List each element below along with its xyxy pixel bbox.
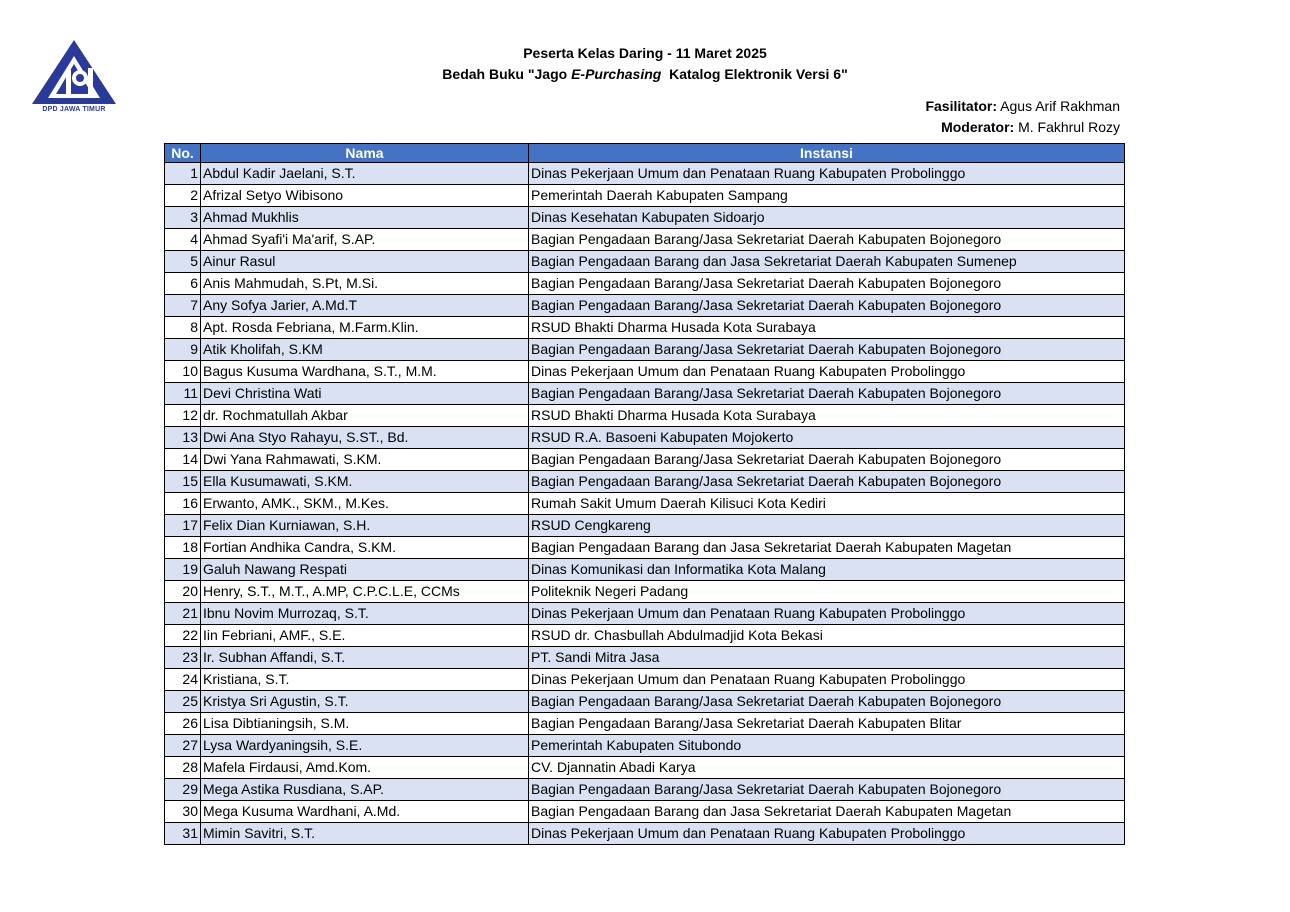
cell-nama: Fortian Andhika Candra, S.KM. (201, 537, 529, 559)
title-line-2-italic: E-Purchasing (571, 66, 662, 82)
cell-instansi: Dinas Kesehatan Kabupaten Sidoarjo (529, 207, 1125, 229)
cell-no: 5 (165, 251, 201, 273)
cell-nama: Kristiana, S.T. (201, 669, 529, 691)
cell-no: 12 (165, 405, 201, 427)
cell-nama: Ibnu Novim Murrozaq, S.T. (201, 603, 529, 625)
cell-nama: Kristya Sri Agustin, S.T. (201, 691, 529, 713)
cell-no: 27 (165, 735, 201, 757)
cell-nama: Mafela Firdausi, Amd.Kom. (201, 757, 529, 779)
cell-nama: Galuh Nawang Respati (201, 559, 529, 581)
cell-no: 15 (165, 471, 201, 493)
cell-no: 9 (165, 339, 201, 361)
table-row (165, 427, 1125, 449)
cell-nama: Bagus Kusuma Wardhana, S.T., M.M. (201, 361, 529, 383)
cell-instansi: Bagian Pengadaan Barang/Jasa Sekretariat Daerah Kabupaten Bojonegoro (529, 273, 1125, 295)
cell-instansi: PT. Sandi Mitra Jasa (529, 647, 1125, 669)
cell-instansi: Dinas Pekerjaan Umum dan Penataan Ruang Kabupaten Probolinggo (529, 823, 1125, 845)
cell-no: 13 (165, 427, 201, 449)
cell-instansi: Dinas Pekerjaan Umum dan Penataan Ruang Kabupaten Probolinggo (529, 163, 1125, 185)
table-row (165, 229, 1125, 251)
table-row (165, 185, 1125, 207)
cell-no: 14 (165, 449, 201, 471)
cell-no: 2 (165, 185, 201, 207)
cell-no: 30 (165, 801, 201, 823)
table-row (165, 471, 1125, 493)
table-row (165, 383, 1125, 405)
table-row (165, 405, 1125, 427)
cell-instansi: Politeknik Negeri Padang (529, 581, 1125, 603)
cell-no: 7 (165, 295, 201, 317)
facilitator-name: Agus Arif Rakhman (997, 98, 1120, 114)
cell-nama: Lisa Dibtianingsih, S.M. (201, 713, 529, 735)
table-row (165, 493, 1125, 515)
cell-nama: Mega Astika Rusdiana, S.AP. (201, 779, 529, 801)
cell-nama: dr. Rochmatullah Akbar (201, 405, 529, 427)
cell-instansi: Bagian Pengadaan Barang/Jasa Sekretariat Daerah Kabupaten Bojonegoro (529, 449, 1125, 471)
table-row (165, 273, 1125, 295)
participants-table (164, 143, 1125, 845)
cell-instansi: Bagian Pengadaan Barang/Jasa Sekretariat Daerah Kabupaten Bojonegoro (529, 383, 1125, 405)
table-row (165, 713, 1125, 735)
table-row (165, 647, 1125, 669)
cell-no: 31 (165, 823, 201, 845)
cell-no: 25 (165, 691, 201, 713)
moderator-name: M. Fakhrul Rozy (1014, 119, 1120, 135)
cell-instansi: Bagian Pengadaan Barang/Jasa Sekretariat Daerah Kabupaten Blitar (529, 713, 1125, 735)
title-line-1: Peserta Kelas Daring - 11 Maret 2025 (523, 45, 767, 61)
cell-instansi: Dinas Komunikasi dan Informatika Kota Malang (529, 559, 1125, 581)
table-row (165, 779, 1125, 801)
table-body (165, 163, 1125, 845)
cell-instansi: RSUD Cengkareng (529, 515, 1125, 537)
table-row (165, 801, 1125, 823)
cell-nama: Ainur Rasul (201, 251, 529, 273)
table-row (165, 757, 1125, 779)
table-row (165, 581, 1125, 603)
cell-instansi: Pemerintah Kabupaten Situbondo (529, 735, 1125, 757)
title-line-2 (0, 64, 1290, 85)
cell-nama: Afrizal Setyo Wibisono (201, 185, 529, 207)
table-row (165, 603, 1125, 625)
cell-no: 18 (165, 537, 201, 559)
cell-no: 26 (165, 713, 201, 735)
cell-instansi: Rumah Sakit Umum Daerah Kilisuci Kota Kediri (529, 493, 1125, 515)
table-row (165, 559, 1125, 581)
table-row (165, 317, 1125, 339)
facilitator-label: Fasilitator: (925, 98, 998, 114)
cell-nama: Devi Christina Wati (201, 383, 529, 405)
document-title (0, 43, 1290, 85)
cell-no: 3 (165, 207, 201, 229)
cell-instansi: Dinas Pekerjaan Umum dan Penataan Ruang Kabupaten Probolinggo (529, 361, 1125, 383)
cell-instansi: RSUD Bhakti Dharma Husada Kota Surabaya (529, 405, 1125, 427)
table-row (165, 251, 1125, 273)
cell-nama: Felix Dian Kurniawan, S.H. (201, 515, 529, 537)
cell-nama: Any Sofya Jarier, A.Md.T (201, 295, 529, 317)
cell-instansi: Dinas Pekerjaan Umum dan Penataan Ruang Kabupaten Probolinggo (529, 669, 1125, 691)
cell-nama: Ir. Subhan Affandi, S.T. (201, 647, 529, 669)
cell-no: 29 (165, 779, 201, 801)
table-row (165, 669, 1125, 691)
cell-nama: Dwi Yana Rahmawati, S.KM. (201, 449, 529, 471)
cell-instansi: Bagian Pengadaan Barang dan Jasa Sekretariat Daerah Kabupaten Magetan (529, 801, 1125, 823)
cell-nama: Atik Kholifah, S.KM (201, 339, 529, 361)
cell-nama: Ahmad Syafi'i Ma'arif, S.AP. (201, 229, 529, 251)
moderator-label: Moderator: (941, 119, 1015, 135)
logo-caption: DPD JAWA TIMUR (42, 106, 106, 113)
cell-nama: Mega Kusuma Wardhani, A.Md. (201, 801, 529, 823)
table-header-row (165, 144, 1125, 163)
table-row (165, 691, 1125, 713)
table-row (165, 735, 1125, 757)
cell-nama: Iin Febriani, AMF., S.E. (201, 625, 529, 647)
column-header-no: No. (165, 144, 201, 163)
title-line-2-suffix: Katalog Elektronik Versi 6" (661, 66, 848, 82)
cell-no: 6 (165, 273, 201, 295)
cell-no: 17 (165, 515, 201, 537)
cell-instansi: Bagian Pengadaan Barang/Jasa Sekretariat Daerah Kabupaten Bojonegoro (529, 691, 1125, 713)
cell-instansi: Bagian Pengadaan Barang dan Jasa Sekretariat Daerah Kabupaten Sumenep (529, 251, 1125, 273)
table-row (165, 295, 1125, 317)
cell-nama: Apt. Rosda Febriana, M.Farm.Klin. (201, 317, 529, 339)
cell-instansi: Bagian Pengadaan Barang/Jasa Sekretariat Daerah Kabupaten Bojonegoro (529, 339, 1125, 361)
cell-instansi: CV. Djannatin Abadi Karya (529, 757, 1125, 779)
cell-nama: Anis Mahmudah, S.Pt, M.Si. (201, 273, 529, 295)
cell-nama: Lysa Wardyaningsih, S.E. (201, 735, 529, 757)
cell-no: 19 (165, 559, 201, 581)
cell-nama: Erwanto, AMK., SKM., M.Kes. (201, 493, 529, 515)
cell-no: 21 (165, 603, 201, 625)
cell-nama: Ahmad Mukhlis (201, 207, 529, 229)
table-row (165, 361, 1125, 383)
cell-instansi: Bagian Pengadaan Barang/Jasa Sekretariat Daerah Kabupaten Bojonegoro (529, 295, 1125, 317)
cell-instansi: Pemerintah Daerah Kabupaten Sampang (529, 185, 1125, 207)
cell-no: 28 (165, 757, 201, 779)
cell-no: 4 (165, 229, 201, 251)
column-header-instansi: Instansi (529, 144, 1125, 163)
cell-nama: Abdul Kadir Jaelani, S.T. (201, 163, 529, 185)
moderator-line (925, 117, 1120, 138)
cell-no: 24 (165, 669, 201, 691)
cell-nama: Ella Kusumawati, S.KM. (201, 471, 529, 493)
session-credits (925, 96, 1120, 138)
cell-no: 22 (165, 625, 201, 647)
cell-instansi: Bagian Pengadaan Barang dan Jasa Sekretariat Daerah Kabupaten Magetan (529, 537, 1125, 559)
column-header-nama: Nama (201, 144, 529, 163)
table-row (165, 449, 1125, 471)
cell-nama: Dwi Ana Styo Rahayu, S.ST., Bd. (201, 427, 529, 449)
table-row (165, 163, 1125, 185)
cell-instansi: RSUD Bhakti Dharma Husada Kota Surabaya (529, 317, 1125, 339)
title-line-2-prefix: Bedah Buku "Jago (442, 66, 572, 82)
cell-no: 10 (165, 361, 201, 383)
cell-instansi: Dinas Pekerjaan Umum dan Penataan Ruang Kabupaten Probolinggo (529, 603, 1125, 625)
table-row (165, 537, 1125, 559)
cell-no: 23 (165, 647, 201, 669)
facilitator-line (925, 96, 1120, 117)
cell-instansi: Bagian Pengadaan Barang/Jasa Sekretariat Daerah Kabupaten Bojonegoro (529, 471, 1125, 493)
table-row (165, 515, 1125, 537)
cell-nama: Mimin Savitri, S.T. (201, 823, 529, 845)
cell-nama: Henry, S.T., M.T., A.MP, C.P.C.L.E, CCMs (201, 581, 529, 603)
cell-no: 20 (165, 581, 201, 603)
table-row (165, 339, 1125, 361)
cell-no: 11 (165, 383, 201, 405)
table-row (165, 207, 1125, 229)
cell-no: 8 (165, 317, 201, 339)
cell-instansi: RSUD R.A. Basoeni Kabupaten Mojokerto (529, 427, 1125, 449)
cell-no: 1 (165, 163, 201, 185)
table-row (165, 823, 1125, 845)
cell-instansi: Bagian Pengadaan Barang/Jasa Sekretariat Daerah Kabupaten Bojonegoro (529, 779, 1125, 801)
cell-instansi: Bagian Pengadaan Barang/Jasa Sekretariat Daerah Kabupaten Bojonegoro (529, 229, 1125, 251)
cell-instansi: RSUD dr. Chasbullah Abdulmadjid Kota Bekasi (529, 625, 1125, 647)
table-row (165, 625, 1125, 647)
cell-no: 16 (165, 493, 201, 515)
